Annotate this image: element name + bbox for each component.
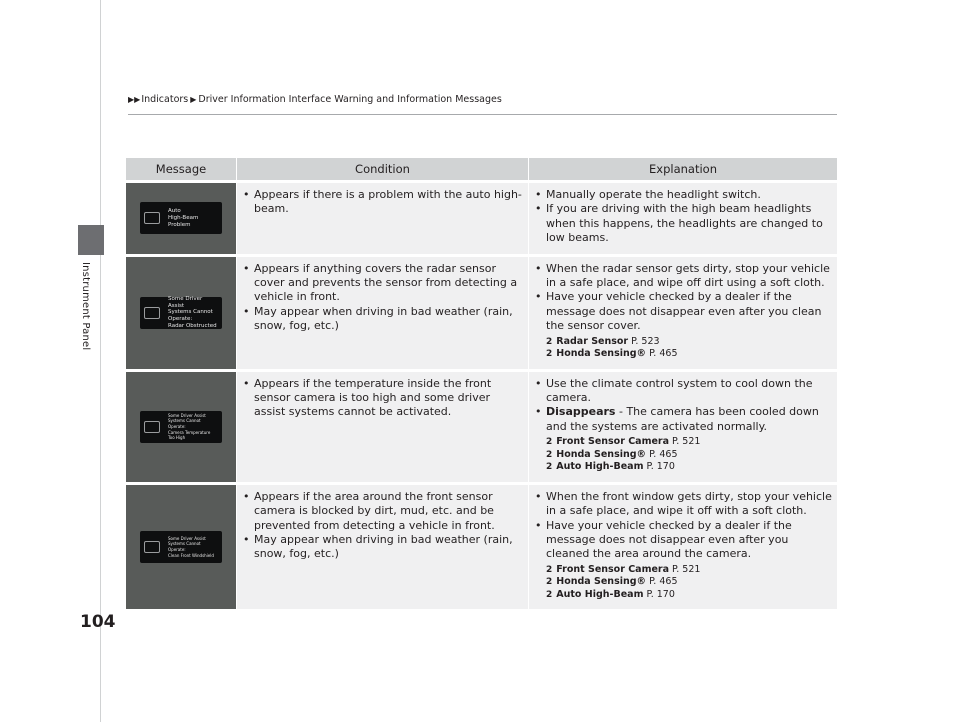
display-message-text: Some Driver Assist Systems Cannot Operate: Radar Obstructed xyxy=(168,296,217,329)
breadcrumb-arrow-icon: ▶ xyxy=(190,95,197,104)
reference-title: Honda Sensing® xyxy=(556,348,647,360)
list-item: • Appears if there is a problem with the auto high-beam. xyxy=(243,188,524,217)
display-screen xyxy=(140,202,222,234)
reference-arrow-icon: 2 xyxy=(546,462,553,473)
list-item: • Have your vehicle checked by a dealer if the message does not disappear even after you clean the sensor cover. xyxy=(535,290,833,333)
message-image-cell xyxy=(126,369,237,482)
list-item: • Manually operate the headlight switch. xyxy=(535,188,833,202)
message-table xyxy=(126,158,837,609)
display-screen xyxy=(140,411,222,443)
reference-title: Front Sensor Camera xyxy=(556,436,670,448)
page-reference-link[interactable] xyxy=(535,564,833,577)
display-message-text: Some Driver Assist Systems Cannot Operate: Camera Temperature Too High xyxy=(168,412,211,441)
display-message-text: Auto High-Beam Problem xyxy=(168,208,199,228)
disappears-text: - The camera has been cooled down and the systems are activated normally. xyxy=(546,405,819,433)
reference-page: P. 523 xyxy=(631,335,660,347)
reference-page: P. 170 xyxy=(646,461,675,473)
auto-high-beam-icon xyxy=(144,212,160,224)
condition-cell xyxy=(237,180,529,254)
section-tab-marker xyxy=(78,225,104,255)
display-message-text: Some Driver Assist Systems Cannot Operate: Clean Front Windshield xyxy=(168,535,214,558)
display-screen xyxy=(140,531,222,563)
reference-title: Auto High-Beam xyxy=(556,588,644,600)
explanation-cell xyxy=(529,482,837,610)
table-row xyxy=(126,369,837,482)
list-item: • Use the climate control system to cool down the camera. xyxy=(535,377,833,406)
explanation-cell xyxy=(529,254,837,369)
sidebar-section-label: Instrument Panel xyxy=(80,262,91,351)
reference-arrow-icon: 2 xyxy=(546,349,553,360)
column-header-condition: Condition xyxy=(237,158,529,180)
reference-title: Honda Sensing® xyxy=(556,448,647,460)
breadcrumb-item[interactable]: Indicators xyxy=(141,94,189,105)
breadcrumb xyxy=(128,94,502,105)
camera-icon xyxy=(144,421,160,433)
list-item: • Appears if the area around the front sensor camera is blocked by dirt, mud, etc. and be prevented from detecting a vehicle in front. xyxy=(243,490,524,533)
list-item: • Have your vehicle checked by a dealer if the message does not disappear even after you cleaned the area around the camera. xyxy=(535,519,833,562)
reference-page: P. 521 xyxy=(672,563,701,575)
page-number: 104 xyxy=(80,612,116,632)
explanation-cell xyxy=(529,180,837,254)
list-item: • May appear when driving in bad weather (rain, snow, fog, etc.) xyxy=(243,533,524,562)
page-reference-link[interactable] xyxy=(535,461,833,474)
reference-title: Radar Sensor xyxy=(556,335,629,347)
column-header-message: Message xyxy=(126,158,237,180)
reference-title: Auto High-Beam xyxy=(556,461,644,473)
reference-arrow-icon: 2 xyxy=(546,336,553,347)
list-item: • Appears if the temperature inside the front sensor camera is too high and some driver assist systems cannot be activated. xyxy=(243,377,524,420)
header-rule xyxy=(128,114,837,115)
reference-page: P. 170 xyxy=(646,588,675,600)
reference-arrow-icon: 2 xyxy=(546,577,553,588)
reference-arrow-icon: 2 xyxy=(546,449,553,460)
reference-page: P. 465 xyxy=(649,448,678,460)
reference-title: Honda Sensing® xyxy=(556,576,647,588)
reference-page: P. 465 xyxy=(649,348,678,360)
explanation-cell xyxy=(529,369,837,482)
reference-arrow-icon: 2 xyxy=(546,437,553,448)
table-row xyxy=(126,482,837,610)
list-item: • May appear when driving in bad weather (rain, snow, fog, etc.) xyxy=(243,305,524,334)
page-reference-link[interactable] xyxy=(535,348,833,361)
disappears-label: Disappears xyxy=(546,405,616,419)
breadcrumb-arrow-icon: ▶▶ xyxy=(128,95,141,104)
page-reference-link[interactable] xyxy=(535,576,833,589)
reference-title: Front Sensor Camera xyxy=(556,563,670,575)
list-item xyxy=(535,405,833,434)
message-image-cell xyxy=(126,482,237,610)
table-row xyxy=(126,180,837,254)
condition-cell xyxy=(237,482,529,610)
list-item: • When the front window gets dirty, stop your vehicle in a safe place, and wipe it off with a soft cloth. xyxy=(535,490,833,519)
list-item: • If you are driving with the high beam headlights when this happens, the headlights are changed to low beams. xyxy=(535,202,833,245)
display-screen xyxy=(140,297,222,329)
breadcrumb-item[interactable]: Driver Information Interface Warning and Information Messages xyxy=(198,94,502,105)
reference-arrow-icon: 2 xyxy=(546,564,553,575)
page-reference-link[interactable] xyxy=(535,589,833,602)
page-reference-link[interactable] xyxy=(535,436,833,449)
list-item: • When the radar sensor gets dirty, stop your vehicle in a safe place, and wipe off dirt using a soft cloth. xyxy=(535,262,833,291)
page-reference-link[interactable] xyxy=(535,336,833,349)
list-item: • Appears if anything covers the radar sensor cover and prevents the sensor from detecting a vehicle in front. xyxy=(243,262,524,305)
column-header-explanation: Explanation xyxy=(529,158,837,180)
radar-sensor-icon xyxy=(144,307,160,319)
condition-cell xyxy=(237,254,529,369)
windshield-camera-icon xyxy=(144,541,160,553)
page-reference-link[interactable] xyxy=(535,449,833,462)
reference-page: P. 465 xyxy=(649,576,678,588)
condition-cell xyxy=(237,369,529,482)
table-row xyxy=(126,254,837,369)
reference-arrow-icon: 2 xyxy=(546,589,553,600)
message-image-cell xyxy=(126,180,237,254)
message-image-cell xyxy=(126,254,237,369)
reference-page: P. 521 xyxy=(672,436,701,448)
